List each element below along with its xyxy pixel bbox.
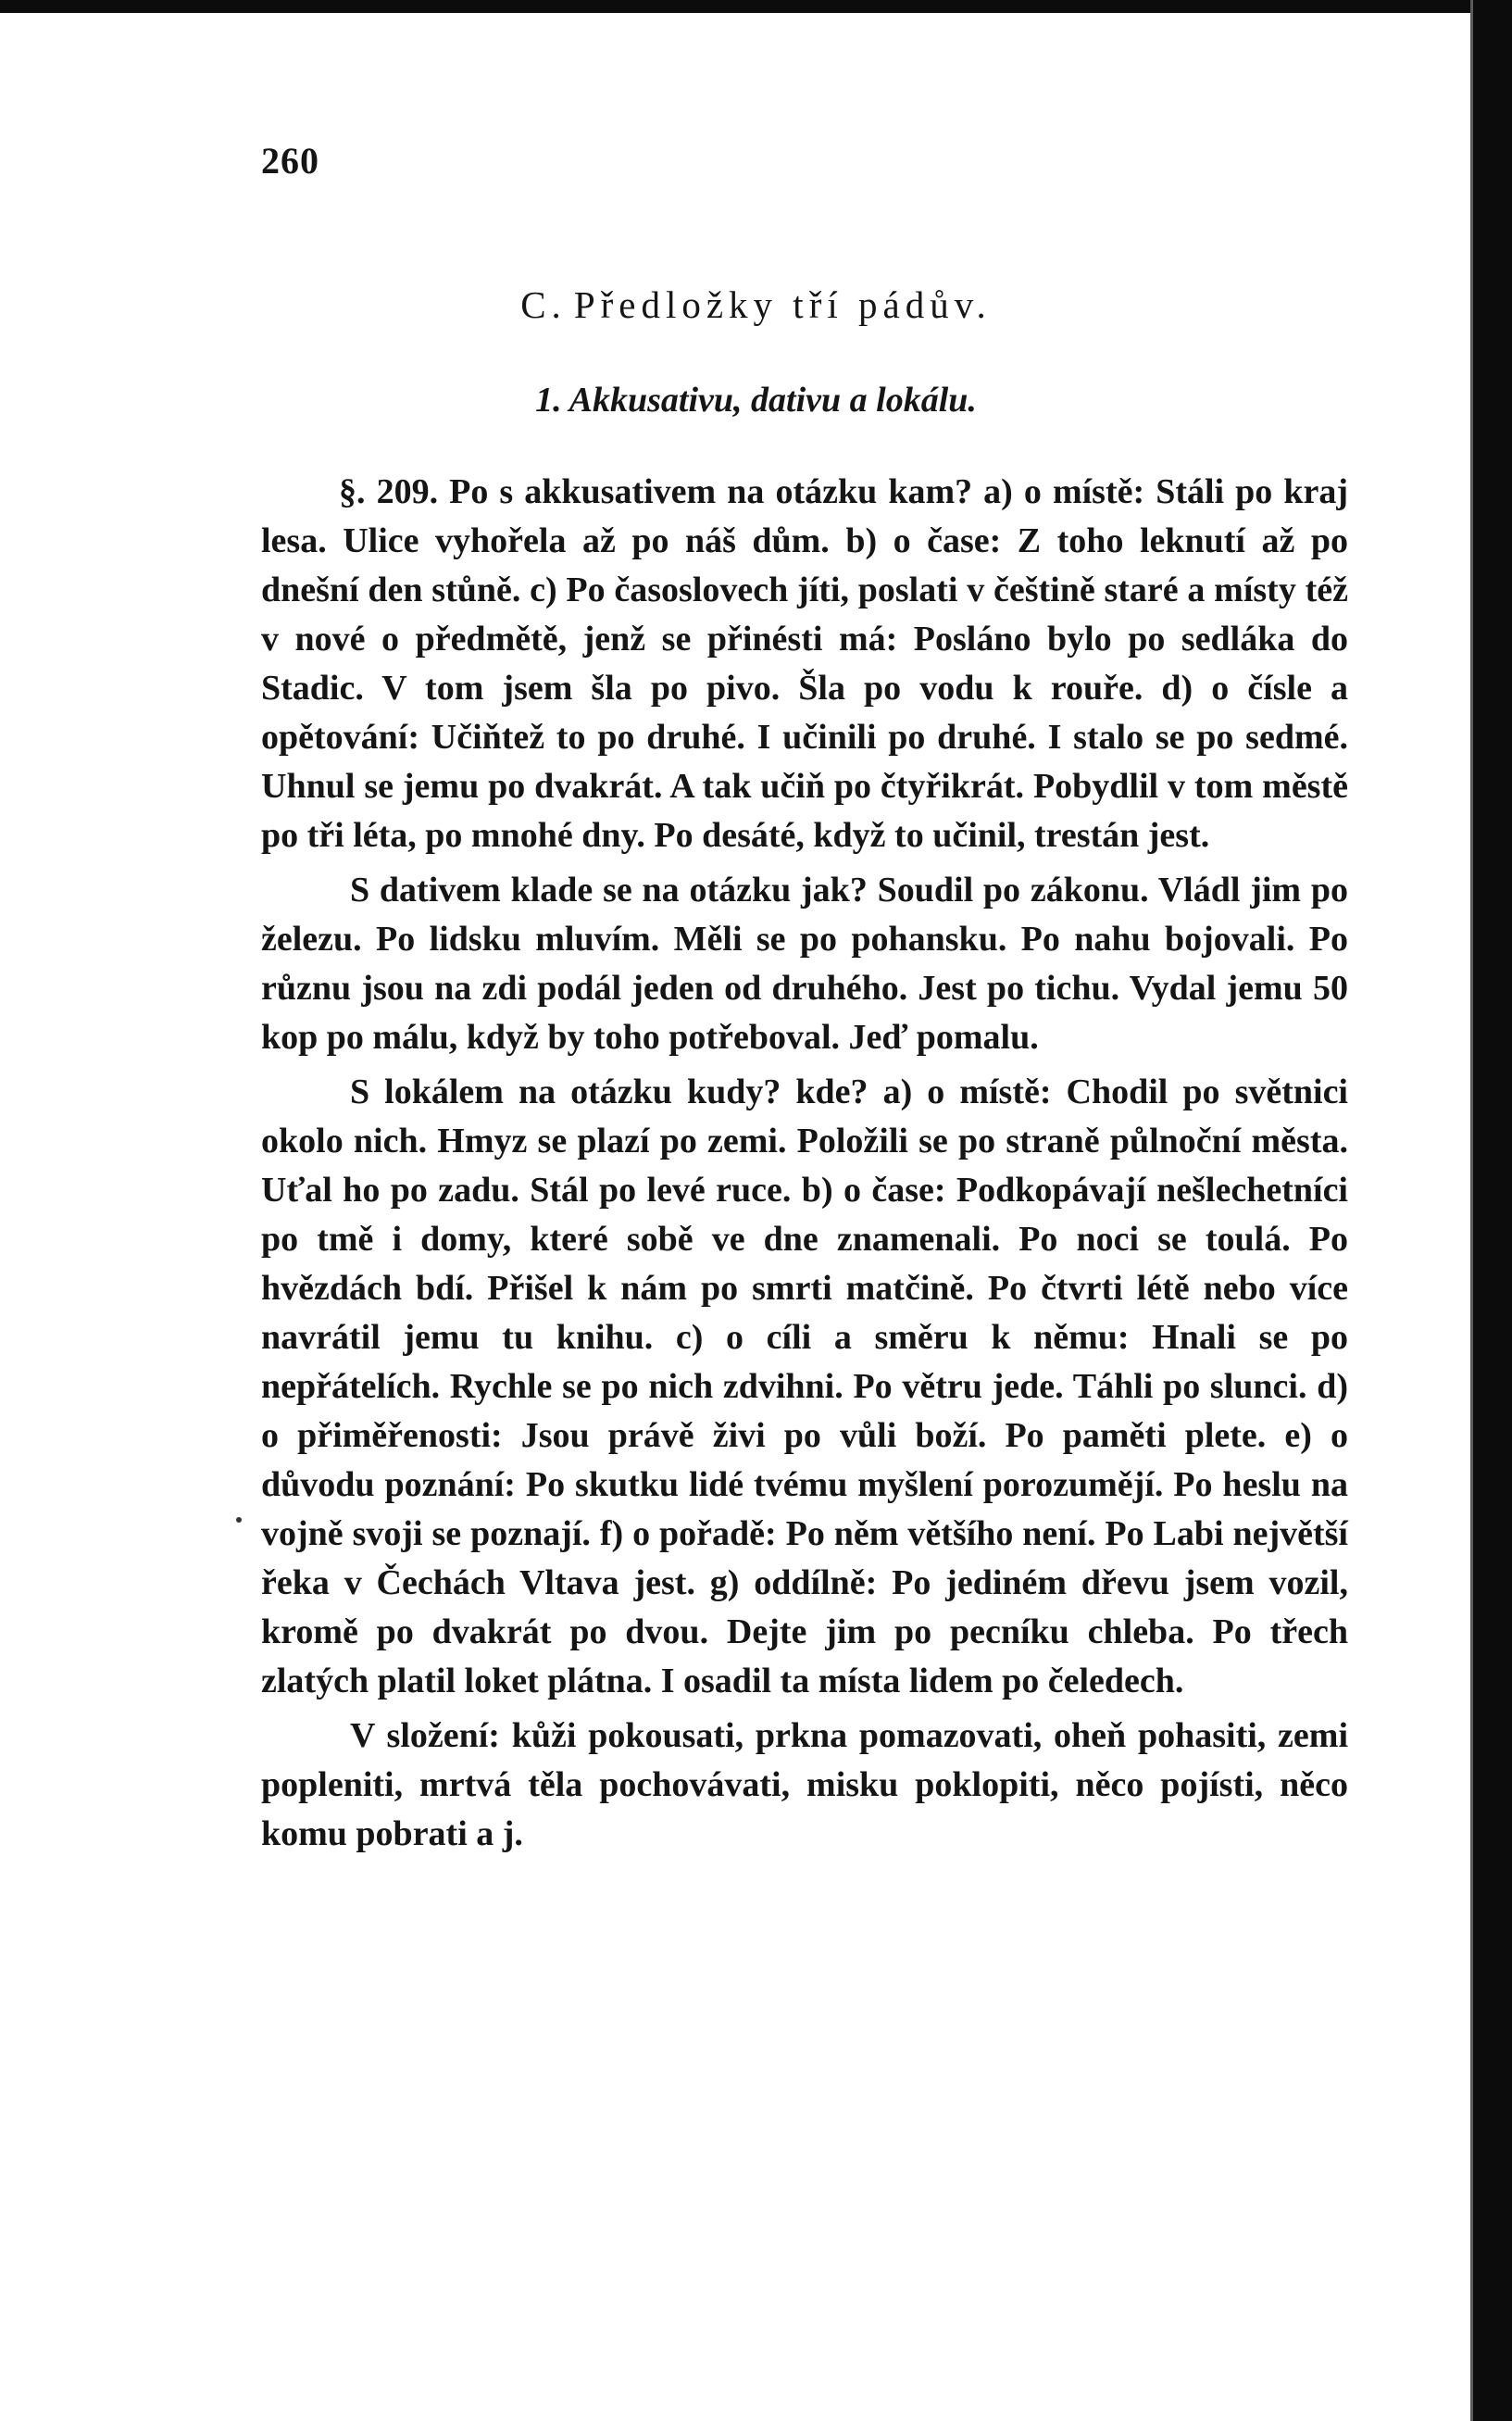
body-text	[261, 468, 1348, 1859]
paragraph-dative: S dativem klade se na otázku jak? Soudil po zákonu. Vládl jim po železu. Po lidsku mluvím. Měli se po pohansku. Po nahu bojovali. Po různu jsou na zdi podál jeden od druhého. Jest po tichu. Vydal jemu 50 kop po málu, když by toho potřeboval. Jeď pomalu.	[261, 871, 1348, 1057]
section-number: §. 209.	[339, 472, 439, 511]
paragraph-locative: S lokálem na otázku kudy? kde? a) o místě: Chodil po světnici okolo nich. Hmyz se plazí po zemi. Položili se po straně půlnoční města. Uťal ho po zadu. Stál po levé ruce. b) o čase: Podkopávají nešlechetníci po tmě i domy, které sobě ve dne znamenali. Po noci se toulá. Po hvězdách bdí. Přišel k nám po smrti matčině. Po čtvrti létě nebo více navrátil jemu tu knihu. c) o cíli a směru k němu: Hnali se po nepřátelích. Rychle se po nich zdvihni. Po větru jede. Táhli po slunci. d) o přiměřenosti: Jsou právě živi po vůli boží. Po paměti plete. e) o důvodu poznání: Po skutku lidé tvému myšlení porozumějí. Po heslu na vojně svoji se poznají. f) o pořadě: Po něm většího není. Po Labi největší řeka v Čechách Vltava jest. g) oddílně: Po jediném dřevu jsem vozil, kromě po dvakrát po dvou. Dejte jim po pecníku chleba. Po třech zlatých platil loket plátna. I osadil ta místa lidem po čeledech.	[261, 1073, 1348, 1700]
scan-border-right	[1473, 0, 1512, 2421]
chapter-part-label: C.	[520, 283, 567, 326]
page-number: 260	[261, 140, 319, 182]
paragraph-209	[261, 468, 1348, 860]
chapter-heading	[0, 282, 1512, 327]
paragraph-composition: V složení: kůži pokousati, prkna pomazovati, oheň pohasiti, zemi popleniti, mrtvá těla pochovávati, misku poklopiti, něco pojísti, něco komu pobrati a j.	[261, 1716, 1348, 1853]
scan-speck	[236, 1517, 242, 1523]
scan-border-top	[0, 0, 1512, 13]
chapter-title: Předložky tří pádův.	[573, 283, 992, 326]
section-subheading: 1. Akkusativu, dativu a lokálu.	[535, 381, 977, 420]
paragraph-text: Po s akkusativem na otázku kam? a) o místě: Stáli po kraj lesa. Ulice vyhořela až po náš dům. b) o čase: Z toho leknutí až po dnešní den stůně. c) Po časoslovech jíti, poslati v češtině staré a místy též v nové o předmětě, jenž se přinésti má: Posláno bylo po sedláka do Stadic. V tom jsem šla po pivo. Šla po vodu k rouře. d) o čísle a opětování: Učiňtež to po druhé. I učinili po druhé. I stalo se po sedmé. Uhnul se jemu po dvakrát. A tak učiň po čtyřikrát. Pobydlil v tom městě po tři léta, po mnohé dny. Po desáté, když to učinil, trestán jest.	[261, 472, 1349, 855]
